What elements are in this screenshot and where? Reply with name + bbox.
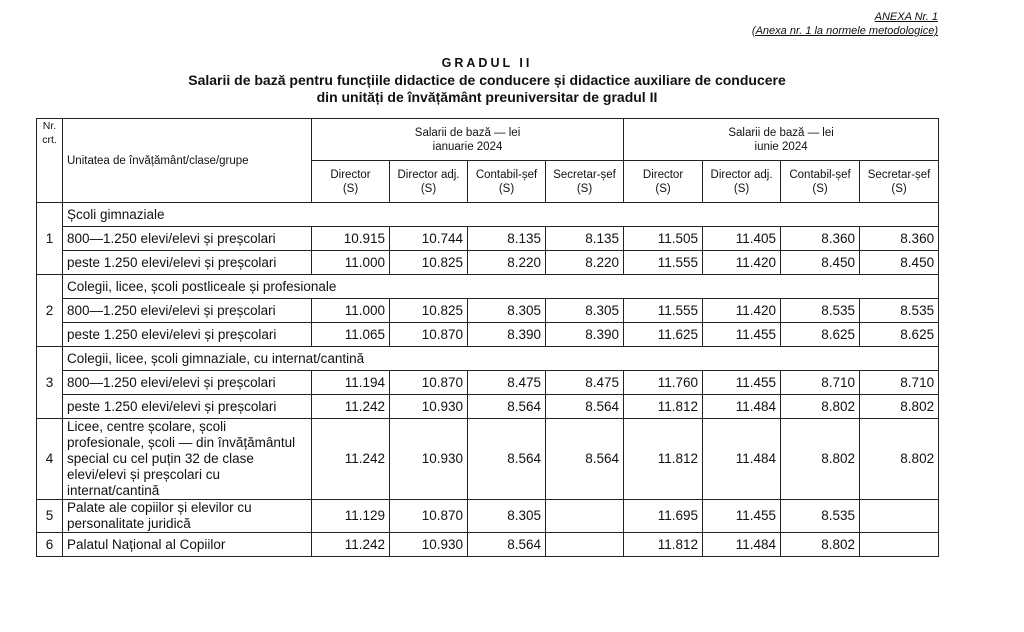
salary-value: 11.484 <box>703 419 781 500</box>
table-row <box>37 533 939 557</box>
row-label: 800—1.250 elevi/elevi și preșcolari <box>63 227 312 251</box>
header-period-jan-2024: Salarii de bază — lei ianuarie 2024 <box>312 119 624 161</box>
header-col-jan-3: Contabil-șef (S) <box>468 161 546 203</box>
salary-value: 11.000 <box>312 299 390 323</box>
table-row <box>37 419 939 500</box>
table-row <box>37 299 939 323</box>
header-period-jun-2024: Salarii de bază — lei iunie 2024 <box>624 119 939 161</box>
salary-value: 8.535 <box>781 299 860 323</box>
salary-value: 8.564 <box>546 419 624 500</box>
row-label: peste 1.250 elevi/elevi și preșcolari <box>63 251 312 275</box>
salary-value: 8.475 <box>468 371 546 395</box>
row-label: 800—1.250 elevi/elevi și preșcolari <box>63 371 312 395</box>
salary-value: 8.360 <box>781 227 860 251</box>
salary-value: 8.135 <box>468 227 546 251</box>
salary-value: 11.505 <box>624 227 703 251</box>
salary-value <box>546 533 624 557</box>
salary-value: 8.625 <box>860 323 939 347</box>
header-col-jan-2: Director adj. (S) <box>390 161 468 203</box>
table-row <box>37 347 939 371</box>
salary-value: 8.390 <box>468 323 546 347</box>
salary-value: 10.825 <box>390 251 468 275</box>
section-title: Școli gimnaziale <box>63 203 939 227</box>
salary-value: 11.420 <box>703 299 781 323</box>
salary-value: 10.825 <box>390 299 468 323</box>
salary-value: 8.535 <box>860 299 939 323</box>
annex-number: ANEXA Nr. 1 <box>874 11 938 23</box>
header-unit: Unitatea de învățământ/clase/grupe <box>63 119 312 203</box>
salary-value: 8.802 <box>860 419 939 500</box>
salary-value: 11.812 <box>624 533 703 557</box>
salary-value: 8.564 <box>468 395 546 419</box>
salary-value: 10.930 <box>390 395 468 419</box>
salary-value: 11.242 <box>312 419 390 500</box>
row-label: peste 1.250 elevi/elevi și preșcolari <box>63 395 312 419</box>
row-label: Palate ale copiilor și elevilor cu personalitate juridică <box>63 500 312 533</box>
salary-value: 11.242 <box>312 395 390 419</box>
salary-value: 11.555 <box>624 299 703 323</box>
section-title: Colegii, licee, școli gimnaziale, cu internat/cantină <box>63 347 939 371</box>
header-col-jun-3: Contabil-șef (S) <box>781 161 860 203</box>
table-row <box>37 323 939 347</box>
salary-value: 11.194 <box>312 371 390 395</box>
salary-value: 8.564 <box>468 419 546 500</box>
salary-value: 11.129 <box>312 500 390 533</box>
salary-value: 11.484 <box>703 533 781 557</box>
grade-heading: GRADUL II <box>441 56 533 70</box>
section-title: Colegii, licee, școli postliceale și profesionale <box>63 275 939 299</box>
salary-value: 8.450 <box>781 251 860 275</box>
salary-value: 8.710 <box>781 371 860 395</box>
salary-value: 11.405 <box>703 227 781 251</box>
table-row <box>37 203 939 227</box>
salary-value: 8.564 <box>468 533 546 557</box>
salary-value <box>860 500 939 533</box>
salary-value: 8.564 <box>546 395 624 419</box>
title-line-2: din unități de învățământ preuniversitar de gradul II <box>316 89 658 105</box>
salary-value: 8.450 <box>860 251 939 275</box>
salary-value: 11.484 <box>703 395 781 419</box>
salary-value: 11.812 <box>624 419 703 500</box>
salary-value: 11.555 <box>624 251 703 275</box>
row-number: 1 <box>37 203 63 275</box>
salary-value: 10.870 <box>390 323 468 347</box>
salary-value: 10.930 <box>390 419 468 500</box>
table-row <box>37 395 939 419</box>
salary-table <box>36 118 939 557</box>
salary-value: 8.305 <box>468 299 546 323</box>
row-number: 2 <box>37 275 63 347</box>
salary-value: 8.360 <box>860 227 939 251</box>
salary-value: 11.420 <box>703 251 781 275</box>
salary-value: 8.802 <box>781 395 860 419</box>
annex-reference <box>752 10 938 38</box>
salary-value: 11.455 <box>703 500 781 533</box>
salary-value: 10.870 <box>390 500 468 533</box>
salary-value: 8.710 <box>860 371 939 395</box>
salary-value <box>860 533 939 557</box>
salary-value: 8.305 <box>468 500 546 533</box>
salary-value: 11.242 <box>312 533 390 557</box>
header-col-jan-1: Director (S) <box>312 161 390 203</box>
salary-value: 11.065 <box>312 323 390 347</box>
salary-value: 10.870 <box>390 371 468 395</box>
salary-value: 8.220 <box>468 251 546 275</box>
header-col-jun-2: Director adj. (S) <box>703 161 781 203</box>
row-label: 800—1.250 elevi/elevi și preșcolari <box>63 299 312 323</box>
salary-value: 11.625 <box>624 323 703 347</box>
salary-value: 8.802 <box>781 533 860 557</box>
table-row <box>37 371 939 395</box>
header-col-jan-4: Secretar-șef (S) <box>546 161 624 203</box>
table-row <box>37 227 939 251</box>
salary-value: 11.760 <box>624 371 703 395</box>
table-row <box>37 251 939 275</box>
row-number: 3 <box>37 347 63 419</box>
salary-value: 8.305 <box>546 299 624 323</box>
header-nr: Nr. crt. <box>37 119 63 203</box>
salary-value: 11.455 <box>703 323 781 347</box>
salary-value: 8.535 <box>781 500 860 533</box>
row-label: Licee, centre școlare, școli profesionale, școli — din învățământul special cu cel puțin 32 de clase elevi/elevi și preșcolari cu internat/cantină <box>63 419 312 500</box>
salary-value: 8.475 <box>546 371 624 395</box>
salary-value: 8.802 <box>781 419 860 500</box>
salary-value: 11.695 <box>624 500 703 533</box>
salary-value: 10.915 <box>312 227 390 251</box>
row-number: 6 <box>37 533 63 557</box>
table-row <box>37 275 939 299</box>
salary-value: 8.625 <box>781 323 860 347</box>
salary-value: 11.812 <box>624 395 703 419</box>
document-title <box>0 72 974 106</box>
row-label: peste 1.250 elevi/elevi și preșcolari <box>63 323 312 347</box>
salary-value <box>546 500 624 533</box>
salary-value: 8.802 <box>860 395 939 419</box>
salary-value: 8.135 <box>546 227 624 251</box>
table-row <box>37 500 939 533</box>
salary-value: 11.455 <box>703 371 781 395</box>
title-line-1: Salarii de bază pentru funcțiile didactice de conducere și didactice auxiliare de conducere <box>188 72 786 88</box>
row-number: 5 <box>37 500 63 533</box>
salary-value: 10.744 <box>390 227 468 251</box>
row-number: 4 <box>37 419 63 500</box>
row-label: Palatul Național al Copiilor <box>63 533 312 557</box>
header-col-jun-4: Secretar-șef (S) <box>860 161 939 203</box>
header-col-jun-1: Director (S) <box>624 161 703 203</box>
salary-value: 8.220 <box>546 251 624 275</box>
salary-value: 8.390 <box>546 323 624 347</box>
salary-value: 11.000 <box>312 251 390 275</box>
annex-note: (Anexa nr. 1 la normele metodologice) <box>751 25 938 37</box>
salary-value: 10.930 <box>390 533 468 557</box>
